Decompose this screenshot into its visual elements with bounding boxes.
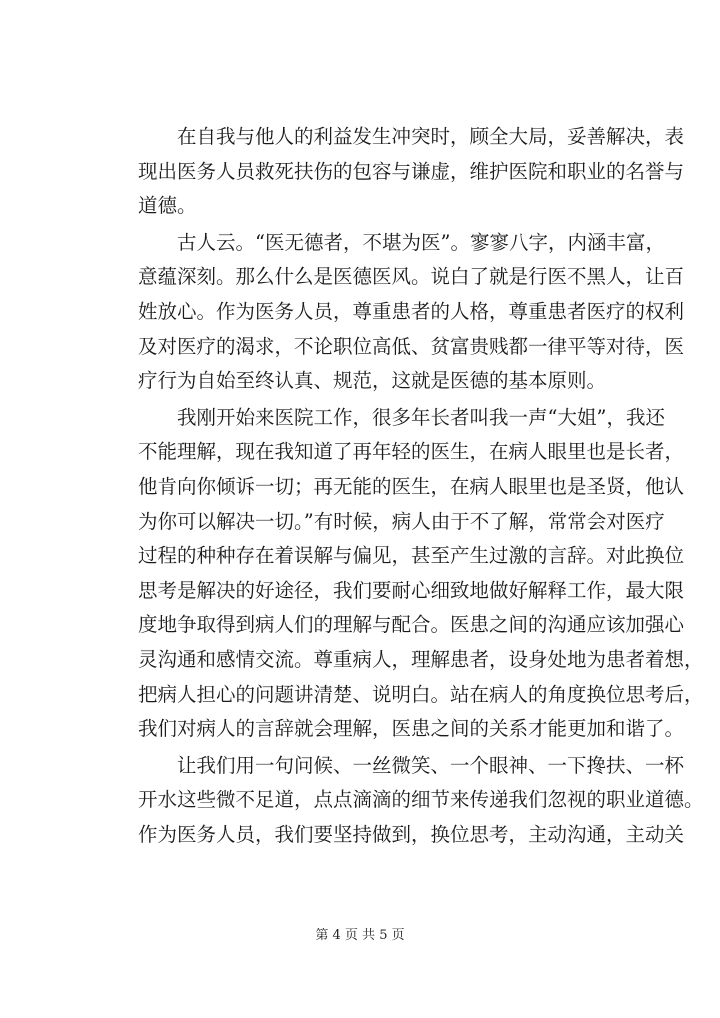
text-line: 姓放心。作为医务人员，尊重患者的人格，尊重患者医疗的权利: [138, 299, 685, 323]
body-text: [138, 120, 704, 852]
text-line: 思考是解决的好途径，我们要耐心细致地做好解释工作，最大限: [138, 578, 685, 602]
text-line: 意蕴深刻。那么什么是医德医风。说白了就是行医不黑人，让百: [138, 265, 685, 289]
page-number: 第 4 页 共 5 页: [315, 928, 405, 943]
text-line: 现出医务人员救死扶伤的包容与谦虚，维护医院和职业的名誉与: [138, 159, 685, 183]
text-line: 他肯向你倾诉一切；再无能的医生，在病人眼里也是圣贤，他认: [138, 474, 685, 498]
text-line: 我刚开始来医院工作，很多年长者叫我一声“大姐”，我还: [138, 405, 665, 429]
text-line: 疗行为自始至终认真、规范，这就是医德的基本原则。: [138, 369, 607, 393]
text-line: 作为医务人员，我们要坚持做到，换位思考，主动沟通，主动关: [138, 822, 685, 846]
text-line: 道德。: [138, 194, 197, 218]
text-line: 让我们用一句问候、一丝微笑、一个眼神、一下搀扶、一杯: [138, 753, 685, 777]
text-line: 把病人担心的问题讲清楚、说明白。站在病人的角度换位思考后，: [138, 682, 704, 706]
text-line: 在自我与他人的利益发生冲突时，顾全大局，妥善解决，表: [138, 125, 685, 148]
text-line: 过程的种种存在着误解与偏见，甚至产生过激的言辞。对此换位: [138, 544, 685, 568]
text-line: 灵沟通和感情交流。尊重病人，理解患者，设身处地为患者着想，: [138, 647, 704, 671]
text-line: 不能理解，现在我知道了再年轻的医生，在病人眼里也是长者，: [138, 440, 685, 464]
text-line: 古人云。“医无德者，不堪为医”。寥寥八字，内涵丰富，: [138, 230, 665, 254]
text-line: 为你可以解决一切。”有时候，病人由于不了解，常常会对医疗: [138, 509, 665, 533]
text-line: 及对医疗的渴求，不论职位高低、贫富贵贱都一律平等对待，医: [138, 334, 685, 358]
text-line: 度地争取得到病人们的理解与配合。医患之间的沟通应该加强心: [138, 613, 685, 637]
text-line: 我们对病人的言辞就会理解，医患之间的关系才能更加和谐了。: [138, 717, 685, 741]
text-line: 开水这些微不足道，点点滴滴的细节来传递我们忽视的职业道德。: [138, 788, 704, 812]
